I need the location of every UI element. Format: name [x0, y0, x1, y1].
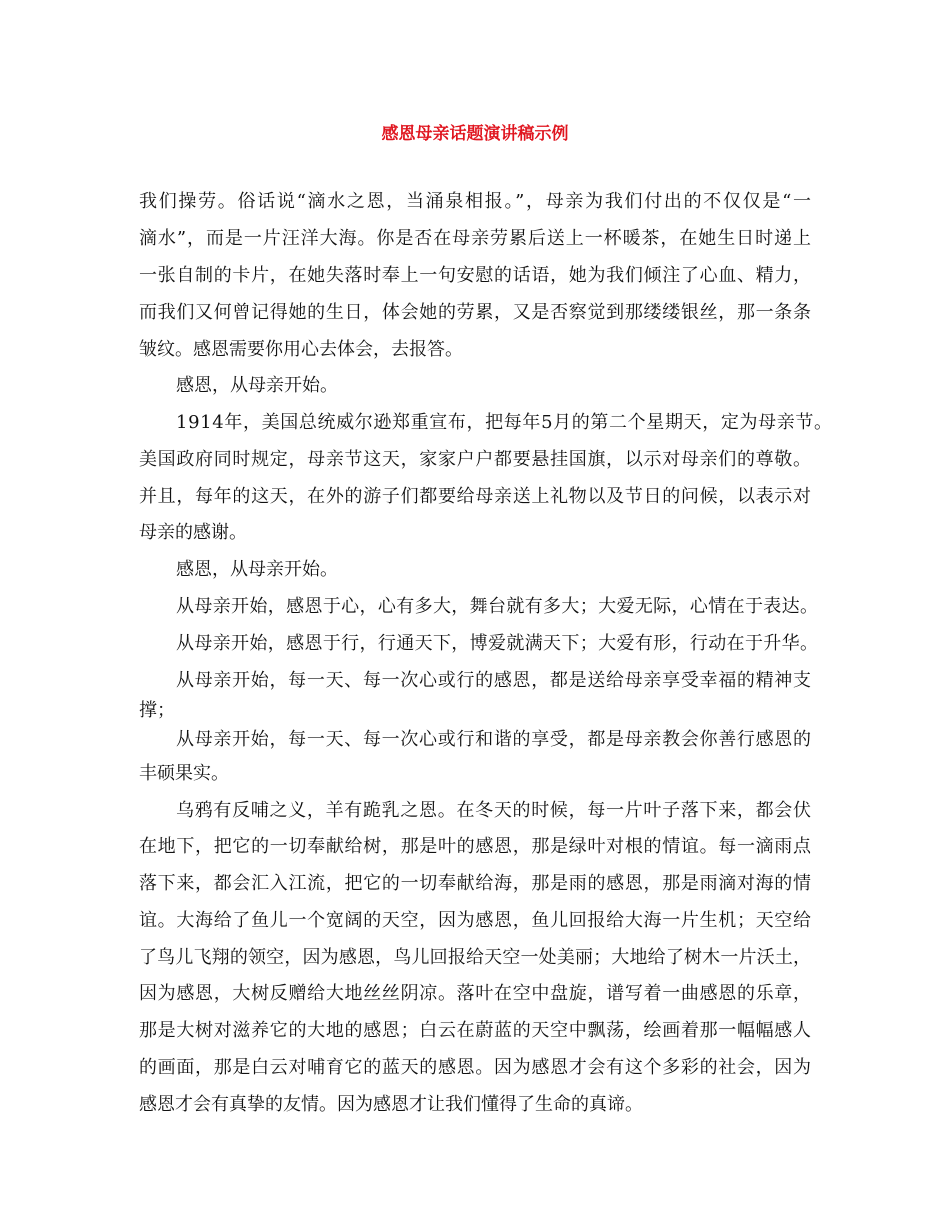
paragraph-line: 撑；: [139, 700, 175, 721]
paragraph-line: 感恩，从母亲开始。: [176, 559, 338, 580]
paragraph-line: 从母亲开始，每一天、每一次心或行的感恩，都是送给母亲享受幸福的精神支: [176, 670, 812, 691]
paragraph-line: 美国政府同时规定，母亲节这天，家家户户都要悬挂国旗，以示对母亲们的尊敬。: [139, 449, 812, 470]
paragraph-line: 丰硕果实。: [139, 763, 229, 784]
paragraph-line: 的画面，那是白云对哺育它的蓝天的感恩。因为感恩才会有这个多彩的社会，因为: [139, 1057, 812, 1078]
paragraph-line: 一张自制的卡片，在她失落时奉上一句安慰的话语，她为我们倾注了心血、精力，: [139, 265, 812, 286]
paragraph-line: 感恩，从母亲开始。: [176, 375, 338, 396]
paragraph-line: 而我们又何曾记得她的生日，体会她的劳累，又是否察觉到那缕缕银丝，那一条条: [139, 302, 812, 323]
paragraph-line: 从母亲开始，感恩于行，行通天下，博爱就满天下；大爱有形，行动在于升华。: [176, 633, 819, 654]
document-title: 感恩母亲话题演讲稿示例: [381, 124, 569, 144]
paragraph-line: 母亲的感谢。: [139, 522, 247, 543]
paragraph-line: 1914年，美国总统威尔逊郑重宣布，把每年5月的第二个星期天，定为母亲节。: [176, 412, 833, 433]
paragraph-line: 在地下，把它的一切奉献给树，那是叶的感恩，那是绿叶对根的情谊。每一滴雨点: [139, 836, 812, 857]
paragraph-line: 滴水”，而是一片汪洋大海。你是否在母亲劳累后送上一杯暖茶，在她生日时递上: [139, 228, 812, 249]
paragraph-line: 谊。大海给了鱼儿一个宽阔的天空，因为感恩，鱼儿回报给大海一片生机；天空给: [139, 910, 812, 931]
paragraph-line: 从母亲开始，感恩于心，心有多大，舞台就有多大；大爱无际，心情在于表达。: [176, 596, 819, 617]
paragraph-line: 因为感恩，大树反赠给大地丝丝阴凉。落叶在空中盘旋，谱写着一曲感恩的乐章，: [139, 983, 812, 1004]
paragraph-line: 皱纹。感恩需要你用心去体会，去报答。: [139, 339, 463, 360]
paragraph-line: 乌鸦有反哺之义，羊有跪乳之恩。在冬天的时候，每一片叶子落下来，都会伏: [176, 800, 812, 821]
paragraph-line: 感恩才会有真挚的友情。因为感恩才让我们懂得了生命的真谛。: [139, 1094, 643, 1115]
paragraph-line: 落下来，都会汇入江流，把它的一切奉献给海，那是雨的感恩，那是雨滴对海的情: [139, 873, 812, 894]
paragraph-line: 并且，每年的这天，在外的游子们都要给母亲送上礼物以及节日的问候，以表示对: [139, 486, 812, 507]
paragraph-line: 从母亲开始，每一天、每一次心或行和谐的享受，都是母亲教会你善行感恩的: [176, 729, 812, 750]
paragraph-line: 了鸟儿飞翔的领空，因为感恩，鸟儿回报给天空一处美丽；大地给了树木一片沃土，: [139, 947, 812, 968]
paragraph-line: 我们操劳。俗话说“滴水之恩，当涌泉相报。”，母亲为我们付出的不仅仅是“一: [139, 191, 813, 212]
paragraph-line: 那是大树对滋养它的大地的感恩；白云在蔚蓝的天空中飘荡，绘画着那一幅幅感人: [139, 1020, 812, 1041]
